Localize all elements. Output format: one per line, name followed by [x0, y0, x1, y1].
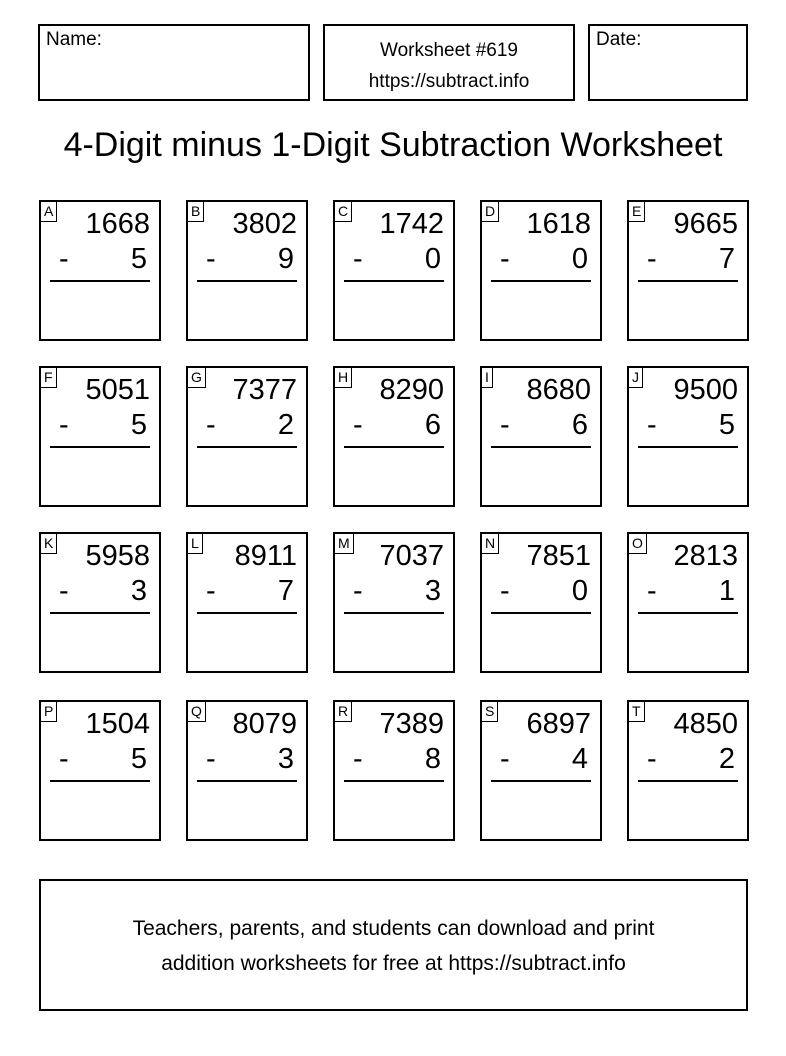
minus-sign: -	[500, 575, 510, 607]
subtrahend: 5	[130, 243, 147, 275]
answer-line	[491, 446, 591, 448]
minus-sign: -	[500, 409, 510, 441]
minuend: 3802	[232, 208, 297, 240]
subtrahend: 2	[718, 743, 735, 775]
problem-card[interactable]	[186, 366, 308, 507]
minuend: 7389	[379, 708, 444, 740]
minus-sign: -	[647, 409, 657, 441]
worksheet-info-box	[323, 24, 575, 101]
problem-card[interactable]	[627, 532, 749, 673]
problem-letter: R	[334, 701, 352, 722]
subtrahend: 0	[571, 575, 588, 607]
minuend: 5051	[85, 374, 150, 406]
minus-sign: -	[500, 743, 510, 775]
problem-card[interactable]	[333, 366, 455, 507]
minus-sign: -	[500, 243, 510, 275]
footer-line-1: Teachers, parents, and students can download and print	[132, 917, 655, 940]
subtrahend: 8	[424, 743, 441, 775]
minuend: 1668	[85, 208, 150, 240]
answer-line	[50, 612, 150, 614]
problem-letter: P	[40, 701, 57, 722]
problem-card[interactable]	[627, 700, 749, 841]
answer-line	[197, 780, 297, 782]
problem-letter: I	[481, 367, 493, 388]
minus-sign: -	[59, 409, 69, 441]
problem-card[interactable]	[39, 200, 161, 341]
problem-letter: C	[334, 201, 352, 222]
answer-line	[638, 446, 738, 448]
problem-card[interactable]	[480, 532, 602, 673]
minuend: 4850	[673, 708, 738, 740]
subtrahend: 9	[277, 243, 294, 275]
minuend: 1618	[526, 208, 591, 240]
problem-card[interactable]	[333, 532, 455, 673]
minuend: 6897	[526, 708, 591, 740]
answer-line	[638, 612, 738, 614]
problem-letter: N	[481, 533, 499, 554]
minuend: 9500	[673, 374, 738, 406]
minus-sign: -	[59, 575, 69, 607]
problem-letter: Q	[187, 701, 206, 722]
minus-sign: -	[59, 743, 69, 775]
problem-letter: B	[187, 201, 204, 222]
subtrahend: 6	[424, 409, 441, 441]
problem-card[interactable]	[480, 200, 602, 341]
minuend: 9665	[673, 208, 738, 240]
answer-line	[638, 280, 738, 282]
subtrahend: 5	[718, 409, 735, 441]
minus-sign: -	[353, 575, 363, 607]
problem-letter: E	[628, 201, 645, 222]
subtrahend: 2	[277, 409, 294, 441]
answer-line	[50, 446, 150, 448]
minuend: 7851	[526, 540, 591, 572]
minus-sign: -	[206, 575, 216, 607]
minus-sign: -	[647, 243, 657, 275]
footer-line-2: addition worksheets for free at https://subtract.info	[161, 952, 626, 975]
problem-card[interactable]	[627, 366, 749, 507]
minuend: 7037	[379, 540, 444, 572]
subtrahend: 7	[277, 575, 294, 607]
answer-line	[344, 446, 444, 448]
minuend: 1504	[85, 708, 150, 740]
problem-card[interactable]	[39, 366, 161, 507]
subtrahend: 3	[277, 743, 294, 775]
subtrahend: 7	[718, 243, 735, 275]
minus-sign: -	[206, 743, 216, 775]
answer-line	[197, 280, 297, 282]
problem-card[interactable]	[39, 532, 161, 673]
minus-sign: -	[59, 243, 69, 275]
problem-card[interactable]	[39, 700, 161, 841]
minuend: 8079	[232, 708, 297, 740]
name-label: Name:	[46, 29, 102, 50]
date-label: Date:	[596, 29, 642, 50]
problem-card[interactable]	[333, 200, 455, 341]
minuend: 8911	[234, 540, 297, 572]
problem-letter: L	[187, 533, 203, 554]
problem-card[interactable]	[627, 200, 749, 341]
date-field[interactable]	[588, 24, 748, 101]
minuend: 7377	[232, 374, 297, 406]
problem-card[interactable]	[186, 700, 308, 841]
answer-line	[491, 280, 591, 282]
minuend: 8680	[526, 374, 591, 406]
problem-card[interactable]	[186, 532, 308, 673]
problem-letter: H	[334, 367, 352, 388]
minus-sign: -	[647, 743, 657, 775]
subtrahend: 5	[130, 743, 147, 775]
subtrahend: 3	[130, 575, 147, 607]
problem-letter: D	[481, 201, 499, 222]
minuend: 5958	[85, 540, 150, 572]
problem-letter: J	[628, 367, 643, 388]
answer-line	[50, 780, 150, 782]
problem-letter: K	[40, 533, 57, 554]
footer-note	[39, 879, 748, 1011]
worksheet-number: Worksheet #619	[379, 40, 518, 61]
answer-line	[491, 780, 591, 782]
name-field[interactable]	[38, 24, 310, 101]
minus-sign: -	[353, 409, 363, 441]
subtrahend: 5	[130, 409, 147, 441]
problem-letter: G	[187, 367, 206, 388]
answer-line	[638, 780, 738, 782]
subtrahend: 3	[424, 575, 441, 607]
answer-line	[50, 280, 150, 282]
minus-sign: -	[353, 743, 363, 775]
answer-line	[344, 612, 444, 614]
subtrahend: 4	[571, 743, 588, 775]
problem-card[interactable]	[186, 200, 308, 341]
problem-letter: O	[628, 533, 647, 554]
minuend: 2813	[673, 540, 738, 572]
answer-line	[344, 280, 444, 282]
problem-letter: A	[40, 201, 57, 222]
minus-sign: -	[353, 243, 363, 275]
minus-sign: -	[206, 243, 216, 275]
worksheet-url: https://subtract.info	[368, 71, 530, 92]
answer-line	[197, 612, 297, 614]
problem-letter: F	[40, 367, 57, 388]
minus-sign: -	[647, 575, 657, 607]
page-title: 4-Digit minus 1-Digit Subtraction Worksheet	[63, 126, 723, 164]
problem-letter: T	[628, 701, 645, 722]
minuend: 8290	[379, 374, 444, 406]
subtrahend: 6	[571, 409, 588, 441]
answer-line	[344, 780, 444, 782]
problem-card[interactable]	[480, 366, 602, 507]
problem-card[interactable]	[480, 700, 602, 841]
problem-letter: M	[334, 533, 354, 554]
minuend: 1742	[379, 208, 444, 240]
minus-sign: -	[206, 409, 216, 441]
answer-line	[197, 446, 297, 448]
subtrahend: 0	[424, 243, 441, 275]
subtrahend: 1	[718, 575, 735, 607]
answer-line	[491, 612, 591, 614]
problem-letter: S	[481, 701, 498, 722]
problem-card[interactable]	[333, 700, 455, 841]
subtrahend: 0	[571, 243, 588, 275]
